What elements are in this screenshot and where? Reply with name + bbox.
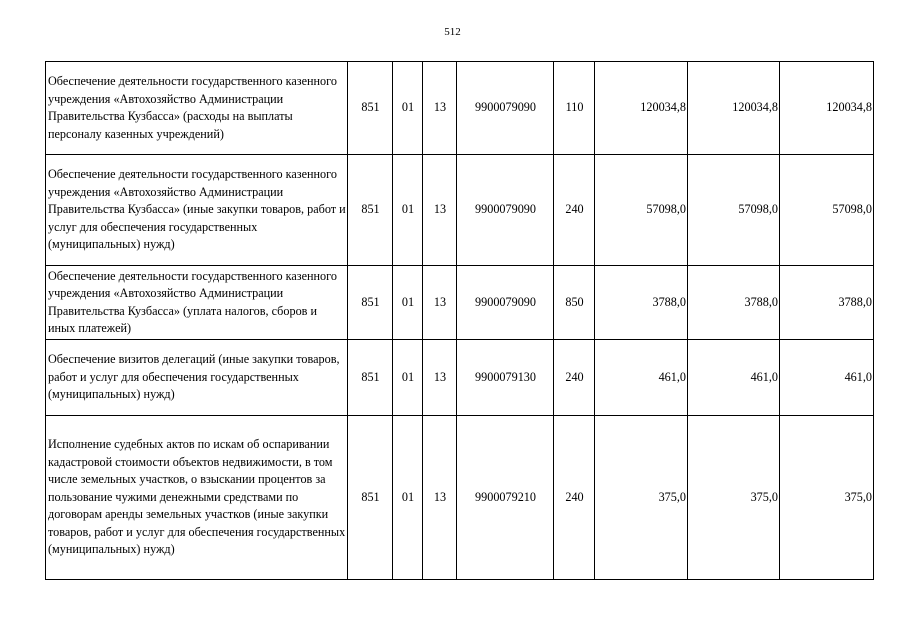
table-row	[46, 266, 874, 340]
table-row	[46, 416, 874, 580]
amount-3-cell: 461,0	[780, 340, 874, 416]
target-article-cell: 9900079090	[457, 62, 554, 155]
subsection-code-cell: 13	[423, 62, 457, 155]
row-name-cell: Обеспечение визитов делегаций (иные закупки товаров, работ и услуг для обеспечения государственных (муниципальных) нужд)	[46, 340, 348, 416]
amount-1-cell: 120034,8	[595, 62, 688, 155]
amount-3-cell: 3788,0	[780, 266, 874, 340]
amount-2-cell: 3788,0	[688, 266, 780, 340]
expense-type-cell: 240	[554, 416, 595, 580]
section-code-cell: 01	[393, 266, 423, 340]
subsection-code-cell: 13	[423, 416, 457, 580]
table-row	[46, 62, 874, 155]
subsection-code-cell: 13	[423, 155, 457, 266]
ministry-code-cell: 851	[348, 62, 393, 155]
section-code-cell: 01	[393, 155, 423, 266]
target-article-cell: 9900079090	[457, 266, 554, 340]
expense-type-cell: 110	[554, 62, 595, 155]
amount-1-cell: 375,0	[595, 416, 688, 580]
table-row	[46, 340, 874, 416]
budget-table	[45, 61, 874, 580]
amount-2-cell: 120034,8	[688, 62, 780, 155]
amount-3-cell: 375,0	[780, 416, 874, 580]
expense-type-cell: 240	[554, 340, 595, 416]
row-name-cell: Обеспечение деятельности государственного казенного учреждения «Автохозяйство Администрации Правительства Кузбасса» (расходы на выплаты персоналу казенных учреждений)	[46, 62, 348, 155]
subsection-code-cell: 13	[423, 340, 457, 416]
section-code-cell: 01	[393, 62, 423, 155]
amount-1-cell: 3788,0	[595, 266, 688, 340]
amount-3-cell: 57098,0	[780, 155, 874, 266]
row-name-cell: Обеспечение деятельности государственного казенного учреждения «Автохозяйство Администрации Правительства Кузбасса» (уплата налогов, сборов и иных платежей)	[46, 266, 348, 340]
ministry-code-cell: 851	[348, 155, 393, 266]
amount-3-cell: 120034,8	[780, 62, 874, 155]
target-article-cell: 9900079130	[457, 340, 554, 416]
amount-1-cell: 57098,0	[595, 155, 688, 266]
ministry-code-cell: 851	[348, 266, 393, 340]
target-article-cell: 9900079210	[457, 416, 554, 580]
row-name-cell: Обеспечение деятельности государственного казенного учреждения «Автохозяйство Администрации Правительства Кузбасса» (иные закупки товаров, работ и услуг для обеспечения государственных (муниципальных) нужд)	[46, 155, 348, 266]
section-code-cell: 01	[393, 340, 423, 416]
amount-1-cell: 461,0	[595, 340, 688, 416]
page-number: 512	[444, 26, 461, 38]
subsection-code-cell: 13	[423, 266, 457, 340]
expense-type-cell: 850	[554, 266, 595, 340]
ministry-code-cell: 851	[348, 340, 393, 416]
section-code-cell: 01	[393, 416, 423, 580]
table-row	[46, 155, 874, 266]
amount-2-cell: 57098,0	[688, 155, 780, 266]
ministry-code-cell: 851	[348, 416, 393, 580]
amount-2-cell: 461,0	[688, 340, 780, 416]
row-name-cell: Исполнение судебных актов по искам об оспаривании кадастровой стоимости объектов недвижимости, в том числе земельных участков, о взыскании процентов за пользование чужими денежными средствами по договорам аренды земельных участков (иные закупки товаров, работ и услуг для обеспечения государственных (муниципальных) нужд)	[46, 416, 348, 580]
target-article-cell: 9900079090	[457, 155, 554, 266]
expense-type-cell: 240	[554, 155, 595, 266]
amount-2-cell: 375,0	[688, 416, 780, 580]
